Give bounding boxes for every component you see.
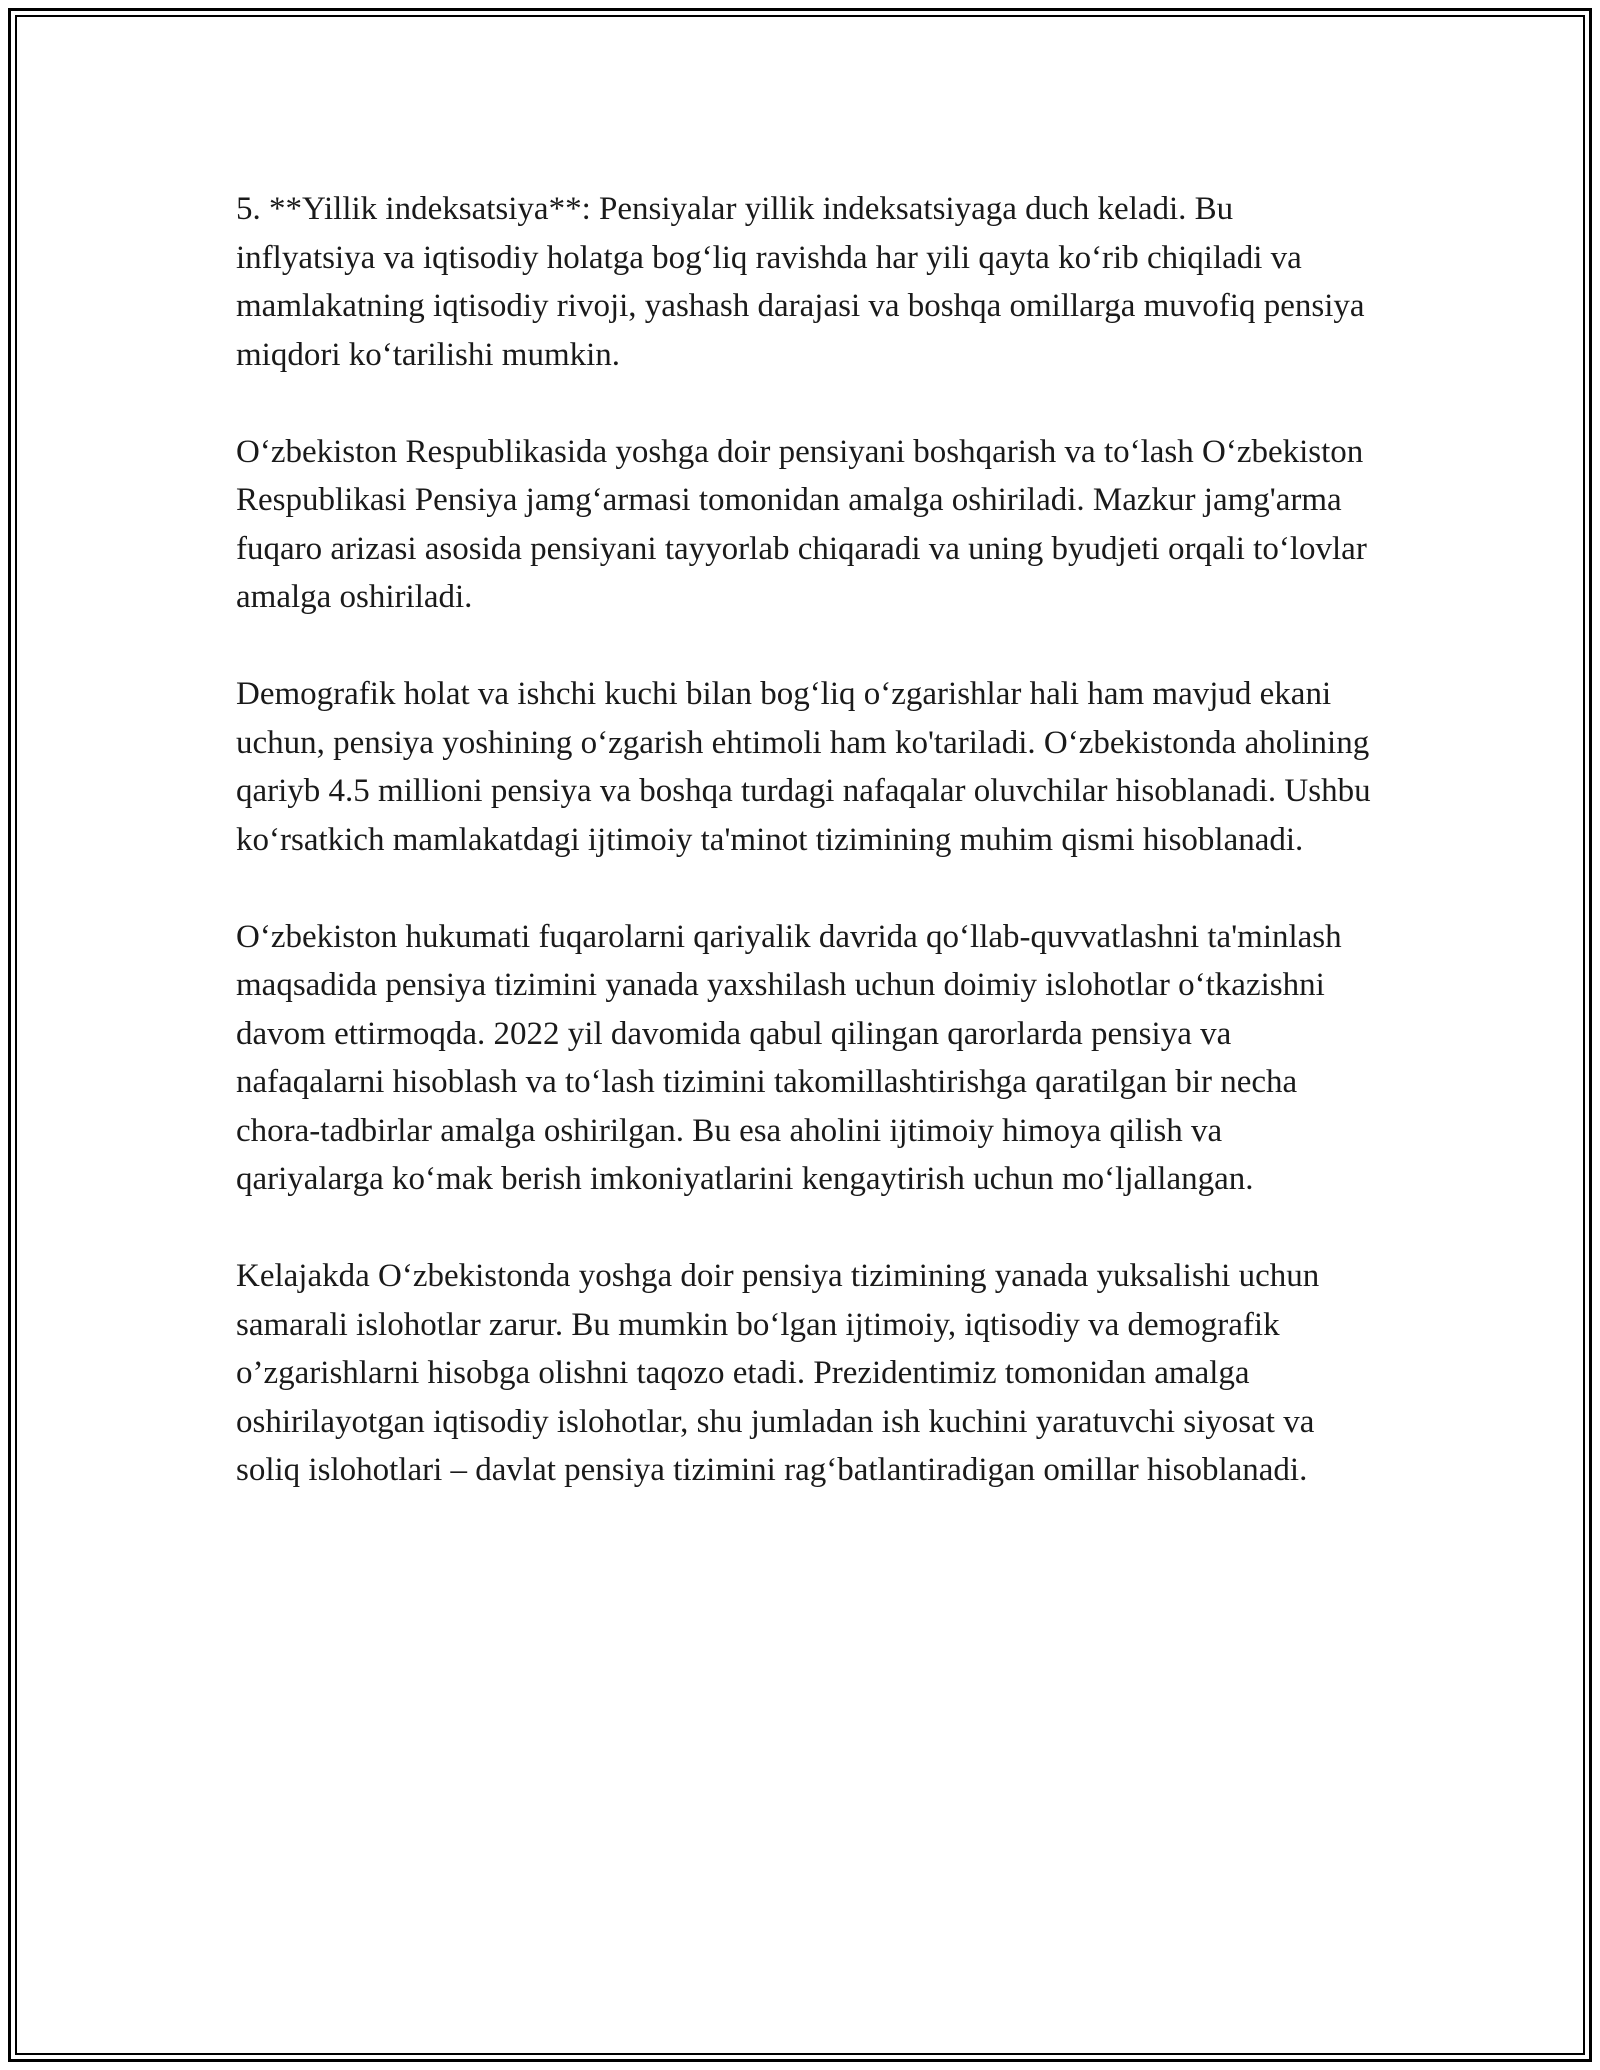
paragraph-government-reforms: O‘zbekiston hukumati fuqarolarni qariyalik davrida qo‘llab-quvvatlashni ta'minlash maqsadida pensiya tizimini yanada yaxshilash uchun doimiy islohotlar o‘tkazishni davom ettirmoqda. 2022 yil davomida qabul qilingan qarorlarda pensiya va nafaqalarni hisoblash va to‘lash tizimini takomillashtirishga qaratilgan bir necha chora-tadbirlar amalga oshirilgan. Bu esa aholini ijtimoiy himoya qilish va qariyalarga ko‘mak berish imkoniyatlarini kengaytirish uchun mo‘ljallangan. [236,918,1342,1197]
paragraph-future-outlook: Kelajakda O‘zbekistonda yoshga doir pensiya tizimining yanada yuksalishi uchun samarali islohotlar zarur. Bu mumkin bo‘lgan ijtimoiy, iqtisodiy va demografik o’zgarishlarni hisobga olishni taqozo etadi. Prezidentimiz tomonidan amalga oshirilayotgan iqtisodiy islohotlar, shu jumladan ish kuchini yaratuvchi siyosat va soliq islohotlari – davlat pensiya tizimini rag‘batlantiradigan omillar hisoblanadi. [236,1258,1320,1488]
paragraph-demographics: Demografik holat va ishchi kuchi bilan bog‘liq o‘zgarishlar hali ham mavjud ekani uchun, pensiya yoshining o‘zgarish ehtimoli ham ko'tariladi. O‘zbekistonda aholining qariyb 4.5 millioni pensiya va boshqa turdagi nafaqalar oluvchilar hisoblanadi. Ushbu ko‘rsatkich mamlakatdagi ijtimoiy ta'minot tizimining muhim qismi hisoblanadi. [236,676,1371,858]
paragraph-pension-fund: O‘zbekiston Respublikasida yoshga doir pensiyani boshqarish va to‘lash O‘zbekiston Respublikasi Pensiya jamg‘armasi tomonidan amalga oshiriladi. Mazkur jamg'arma fuqaro arizasi asosida pensiyani tayyorlab chiqaradi va uning byudjeti orqali to‘lovlar amalga oshiriladi. [236,433,1367,615]
document-body [236,185,1376,1495]
paragraph-annual-indexation: 5. **Yillik indeksatsiya**: Pensiyalar yillik indeksatsiyaga duch keladi. Bu inflyatsiya va iqtisodiy holatga bog‘liq ravishda har yili qayta ko‘rib chiqiladi va mamlakatning iqtisodiy rivoji, yashash darajasi va boshqa omillarga muvofiq pensiya miqdori ko‘tarilishi mumkin. [236,191,1365,373]
